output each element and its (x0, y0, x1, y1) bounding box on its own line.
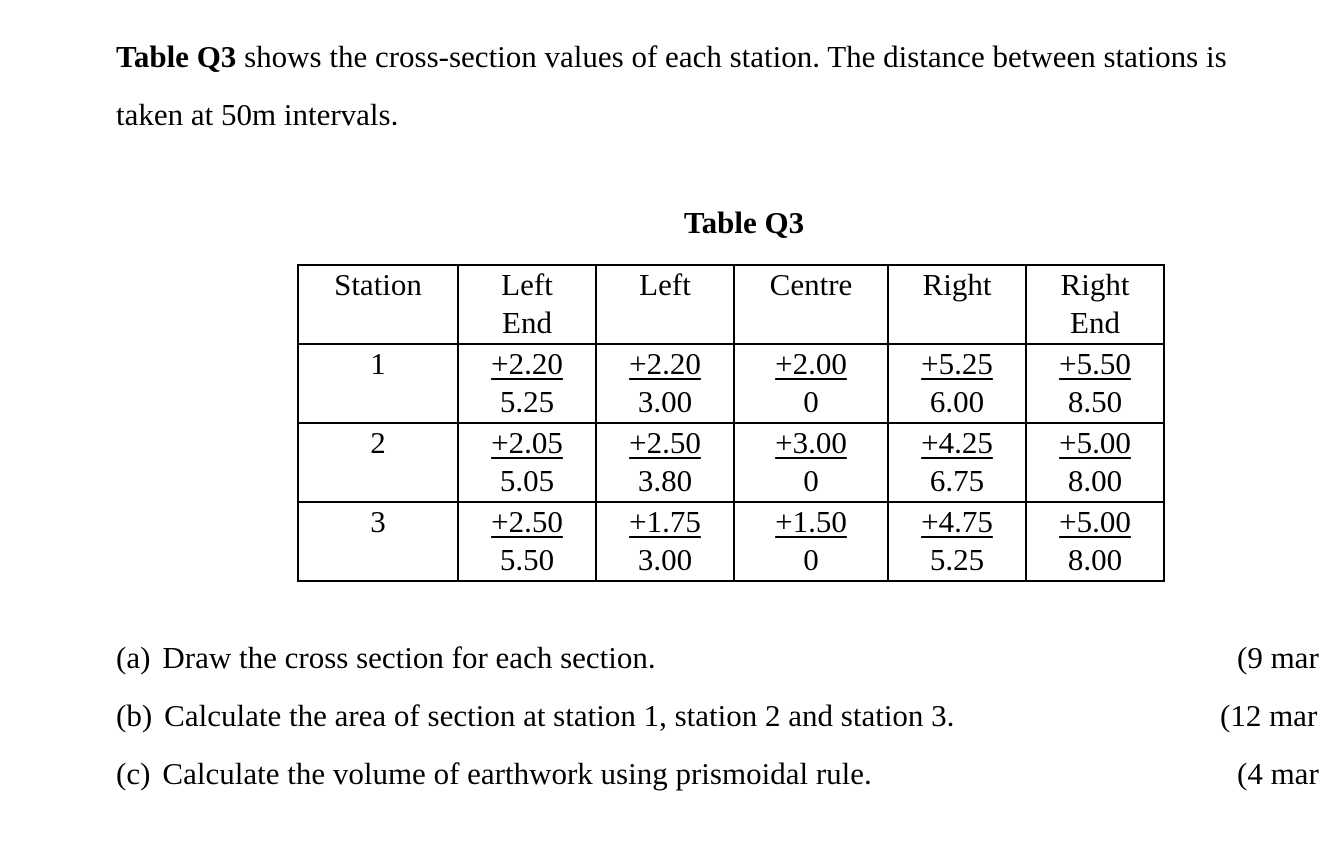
table-reference: Table Q3 (116, 39, 237, 74)
value-cell (888, 344, 1026, 423)
column-header-line: Centre (769, 267, 853, 302)
column-header-line: Left (501, 267, 553, 302)
value-cell (888, 502, 1026, 581)
intro-paragraph (116, 28, 1329, 144)
table-row (298, 502, 1164, 581)
question-label: (b) (116, 698, 153, 733)
question-label: (a) (116, 640, 151, 675)
level-value: +2.00 (775, 346, 847, 381)
offset-value: 6.75 (929, 463, 985, 498)
level-offset-fraction (491, 424, 563, 500)
value-cell (458, 502, 596, 581)
column-header-line: Left (639, 267, 691, 302)
column-header (1026, 265, 1164, 344)
offset-value: 5.50 (499, 542, 555, 577)
level-value: +5.50 (1059, 346, 1131, 381)
value-cell (734, 423, 888, 502)
column-header (596, 265, 734, 344)
value-cell (458, 344, 596, 423)
question-marks: (4 mar (1237, 756, 1319, 791)
value-cell (734, 502, 888, 581)
table-row (298, 423, 1164, 502)
level-value: +5.00 (1059, 504, 1131, 539)
column-header-line: Right (922, 267, 992, 302)
station-cell: 1 (298, 344, 458, 423)
offset-value: 3.80 (637, 463, 693, 498)
table-header-row (298, 265, 1164, 344)
value-cell (734, 344, 888, 423)
column-header-line: Right (1060, 267, 1130, 302)
level-offset-fraction (629, 345, 701, 421)
offset-value: 0 (803, 384, 819, 419)
intro-line-1-text: shows the cross-section values of each station. The distance between stations is (236, 39, 1227, 74)
level-value: +2.05 (491, 425, 563, 460)
cross-section-table (297, 264, 1165, 582)
question-marks: (9 mar (1237, 640, 1319, 675)
question-marks: (12 mar (1220, 698, 1318, 733)
offset-value: 5.05 (499, 463, 555, 498)
table-row (298, 344, 1164, 423)
level-value: +2.20 (491, 346, 563, 381)
value-cell (596, 344, 734, 423)
question-list (116, 632, 1329, 806)
level-value: +4.25 (921, 425, 993, 460)
question-text: Calculate the area of section at station 1, station 2 and station 3. (164, 698, 955, 733)
column-header (734, 265, 888, 344)
level-value: +5.00 (1059, 425, 1131, 460)
value-cell (1026, 502, 1164, 581)
offset-value: 6.00 (929, 384, 985, 419)
level-value: +4.75 (921, 504, 993, 539)
level-value: +2.20 (629, 346, 701, 381)
offset-value: 5.25 (499, 384, 555, 419)
level-value: +3.00 (775, 425, 847, 460)
value-cell (1026, 423, 1164, 502)
column-header (888, 265, 1026, 344)
offset-value: 3.00 (637, 384, 693, 419)
level-value: +2.50 (629, 425, 701, 460)
question-text: Draw the cross section for each section. (162, 640, 656, 675)
offset-value: 5.25 (929, 542, 985, 577)
level-value: +2.50 (491, 504, 563, 539)
offset-value: 8.50 (1067, 384, 1123, 419)
column-header-line: End (1070, 305, 1120, 340)
level-offset-fraction (1059, 424, 1131, 500)
level-offset-fraction (921, 345, 993, 421)
value-cell (458, 423, 596, 502)
table-body (298, 344, 1164, 581)
question-item (116, 632, 1329, 690)
offset-value: 0 (803, 542, 819, 577)
question-item (116, 748, 1329, 806)
offset-value: 8.00 (1067, 542, 1123, 577)
level-offset-fraction (921, 503, 993, 579)
value-cell (1026, 344, 1164, 423)
offset-value: 0 (803, 463, 819, 498)
level-offset-fraction (921, 424, 993, 500)
level-offset-fraction (491, 503, 563, 579)
column-header-line: End (502, 305, 552, 340)
station-cell: 3 (298, 502, 458, 581)
station-cell: 2 (298, 423, 458, 502)
level-offset-fraction (1059, 345, 1131, 421)
level-value: +1.50 (775, 504, 847, 539)
level-offset-fraction (775, 424, 847, 500)
level-offset-fraction (775, 345, 847, 421)
level-value: +5.25 (921, 346, 993, 381)
value-cell (888, 423, 1026, 502)
value-cell (596, 502, 734, 581)
level-offset-fraction (629, 424, 701, 500)
level-value: +1.75 (629, 504, 701, 539)
column-header (458, 265, 596, 344)
column-header-line: Station (334, 267, 422, 302)
question-item (116, 690, 1329, 748)
question-text: Calculate the volume of earthwork using prismoidal rule. (162, 756, 872, 791)
table-title: Table Q3 (683, 205, 805, 240)
level-offset-fraction (775, 503, 847, 579)
question-label: (c) (116, 756, 151, 791)
level-offset-fraction (491, 345, 563, 421)
intro-line-1 (116, 28, 1329, 86)
value-cell (596, 423, 734, 502)
offset-value: 8.00 (1067, 463, 1123, 498)
level-offset-fraction (629, 503, 701, 579)
offset-value: 3.00 (637, 542, 693, 577)
column-header (298, 265, 458, 344)
level-offset-fraction (1059, 503, 1131, 579)
intro-line-2: taken at 50m intervals. (116, 97, 399, 132)
